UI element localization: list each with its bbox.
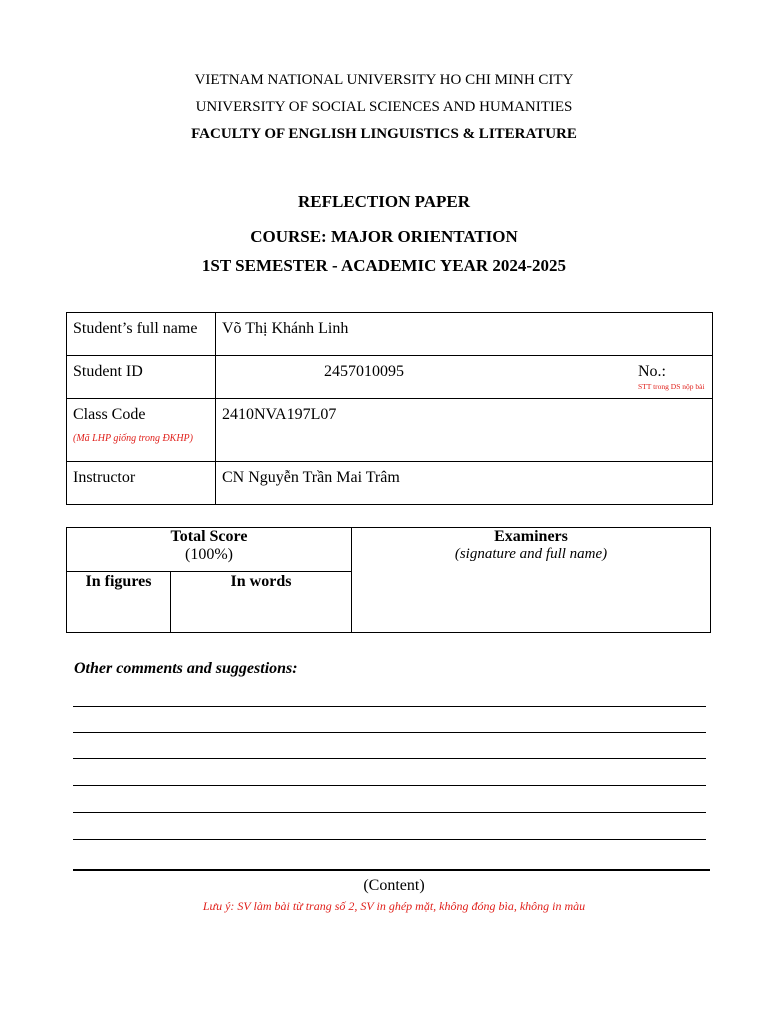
student-id-cell [216,356,713,399]
number-label: No.: [638,363,666,380]
examiners-cell [352,528,711,633]
name-label: Student’s full name [67,313,216,356]
examiners-note: (signature and full name) [454,546,608,562]
class-code-note: (Mã LHP giống trong ĐKHP) [73,433,193,444]
comment-line [73,839,706,840]
name-value: Võ Thị Khánh Linh [216,313,713,356]
in-figures-label: In figures [85,573,152,590]
university-name: VIETNAM NATIONAL UNIVERSITY HO CHI MINH CITY [194,72,574,88]
comment-line [73,706,706,707]
content-label: (Content) [363,877,425,894]
school-name: UNIVERSITY OF SOCIAL SCIENCES AND HUMANITIES [195,99,573,115]
in-words-cell [171,572,352,633]
class-code-label-cell [67,399,216,462]
table-row [67,462,713,505]
faculty-name: FACULTY OF ENGLISH LINGUISTICS & LITERATURE [191,126,577,142]
instructor-value: CN Nguyễn Trần Mai Trâm [216,462,713,505]
semester-title: 1ST SEMESTER - ACADEMIC YEAR 2024-2025 [201,256,567,275]
course-title: COURSE: MAJOR ORIENTATION [250,227,518,246]
comment-line [73,732,706,733]
in-words-label: In words [230,573,292,590]
class-code-label: Class Code [73,406,146,423]
table-row [67,399,713,462]
total-score-label: Total Score [170,528,248,545]
comment-line [73,758,706,759]
total-score-percent: (100%) [185,546,233,563]
instructor-label: Instructor [67,462,216,505]
table-row [67,528,711,572]
total-score-cell [67,528,352,572]
footer-note: Lưu ý: SV làm bài từ trang số 2, SV in ghép mặt, không đóng bìa, không in màu [202,899,586,913]
number-note: STT trong DS nộp bài [638,382,705,391]
comment-line [73,812,706,813]
comment-line [73,785,706,786]
student-info-table [66,312,713,505]
comment-line [73,869,710,871]
paper-title: REFLECTION PAPER [297,192,471,211]
student-id-label: Student ID [67,356,216,399]
class-code-value: 2410NVA197L07 [216,399,713,462]
student-id-value: 2457010095 [324,363,404,380]
examiners-label: Examiners [494,528,568,545]
table-row [67,356,713,399]
score-table [66,527,711,633]
table-row [67,313,713,356]
comments-label: Other comments and suggestions: [74,660,298,677]
in-figures-cell [67,572,171,633]
